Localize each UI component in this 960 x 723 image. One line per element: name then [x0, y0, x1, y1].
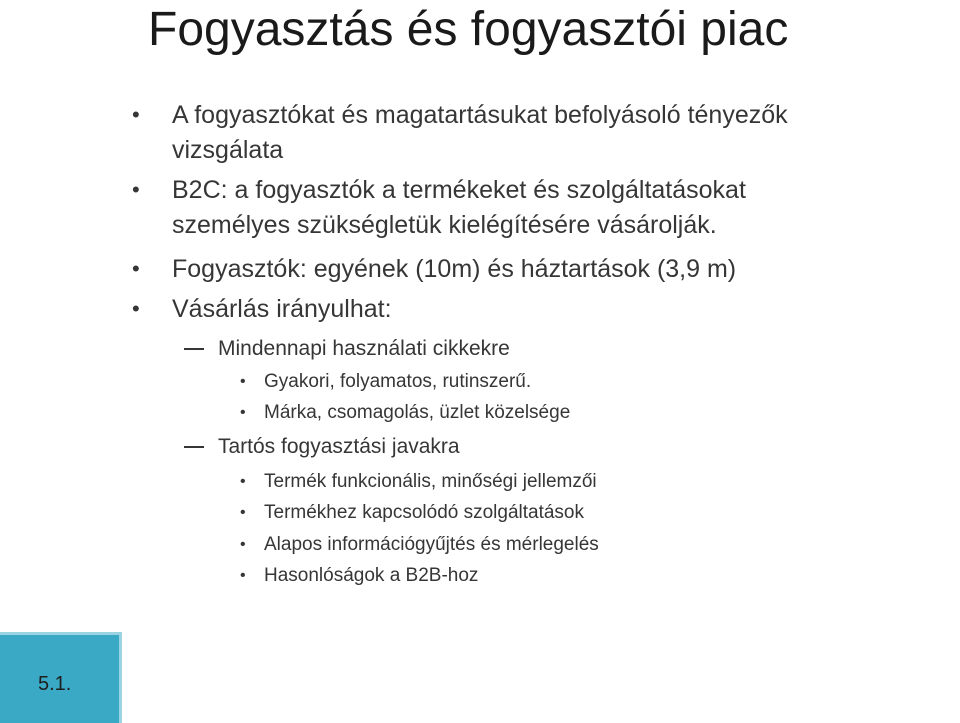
sub-sub-bullet-item — [240, 469, 597, 495]
bullet-marker: • — [132, 256, 140, 281]
bullet-marker: • — [132, 177, 140, 202]
dash-marker — [184, 446, 204, 448]
bullet-marker: • — [132, 296, 140, 321]
bullet-marker: • — [132, 102, 140, 127]
sub-sub-bullet-item — [240, 500, 585, 526]
bullet-text: vizsgálata — [172, 136, 284, 164]
sub-sub-bullet-text: Hasonlóságok a B2B-hoz — [264, 565, 479, 586]
bullet-item — [132, 293, 392, 325]
bullet-marker: • — [240, 404, 246, 421]
sub-sub-bullet-text: Márka, csomagolás, üzlet közelsége — [264, 402, 571, 423]
sub-sub-bullet-item — [240, 369, 532, 395]
sub-sub-bullet-text: Termék funkcionális, minőségi jellemzői — [264, 471, 597, 492]
sub-bullet-item — [218, 335, 510, 363]
bullet-marker: • — [240, 567, 246, 584]
bullet-text: A fogyasztókat és magatartásukat befolyásoló tényezők — [172, 101, 788, 129]
sub-sub-bullet-item — [240, 400, 571, 426]
bullet-text: személyes szükségletük kielégítésére vásárolják. — [172, 211, 717, 239]
sub-sub-bullet-item — [240, 532, 599, 558]
bullet-marker: • — [240, 536, 246, 553]
sub-bullet-text: Tartós fogyasztási javakra — [218, 435, 460, 458]
dash-marker — [184, 348, 204, 350]
sub-sub-bullet-text: Gyakori, folyamatos, rutinszerű. — [264, 371, 532, 392]
bullet-marker: • — [240, 373, 246, 390]
sub-bullet-item — [218, 433, 460, 461]
bullet-item — [132, 253, 737, 285]
bullet-text: B2C: a fogyasztók a termékeket és szolgáltatásokat — [172, 176, 746, 204]
slide-title: Fogyasztás és fogyasztói piac — [148, 3, 789, 56]
sub-bullet-text: Mindennapi használati cikkekre — [218, 337, 510, 360]
bullet-item — [132, 174, 746, 206]
bullet-text: Vásárlás irányulhat: — [172, 295, 392, 323]
sub-sub-bullet-item — [240, 563, 479, 589]
bullet-marker: • — [240, 504, 246, 521]
bullet-continuation — [172, 209, 717, 241]
sub-sub-bullet-text: Alapos információgyűjtés és mérlegelés — [264, 534, 599, 555]
bullet-item — [132, 99, 788, 131]
bullet-continuation — [172, 134, 283, 166]
bullet-text: Fogyasztók: egyének (10m) és háztartások (3,9 m) — [172, 255, 737, 283]
sub-sub-bullet-text: Termékhez kapcsolódó szolgáltatások — [264, 502, 585, 523]
bullet-marker: • — [240, 473, 246, 490]
page-number: 5.1. — [38, 673, 72, 695]
page-number-box — [0, 632, 122, 723]
